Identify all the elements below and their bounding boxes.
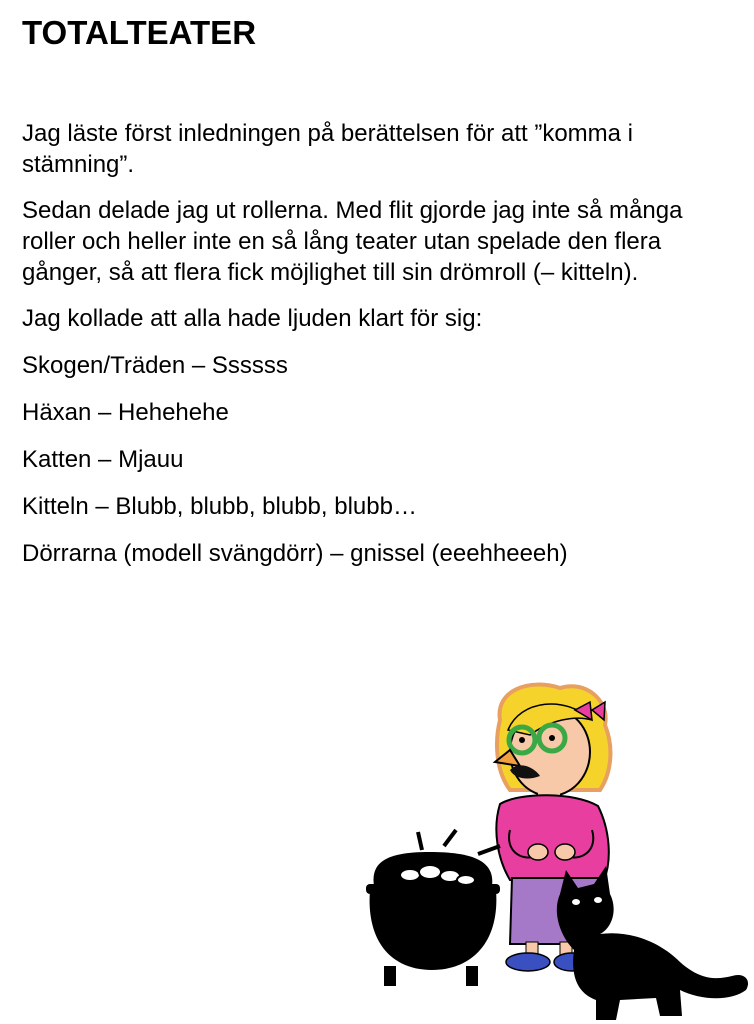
cat-icon bbox=[557, 866, 748, 1020]
cauldron-icon bbox=[366, 830, 500, 986]
sound-item-cauldron: Kitteln – Blubb, blubb, blubb, blubb… bbox=[22, 493, 417, 520]
sound-item-witch: Häxan – Hehehehe bbox=[22, 399, 229, 426]
paragraph-sounds-intro: Jag kollade att alla hade ljuden klart för sig: bbox=[22, 305, 483, 332]
page-title: TOTALTEATER bbox=[22, 14, 257, 51]
sound-item-doors: Dörrarna (modell svängdörr) – gnissel (eeehheeeh) bbox=[22, 540, 568, 567]
paragraph-roles: Sedan delade jag ut rollerna. Med flit gjorde jag inte så många roller och heller inte en så lång teater utan spelade den flera gånger, så att flera fick möjlighet till sin drömroll (– kitteln). bbox=[22, 197, 683, 286]
witch-illustration bbox=[360, 680, 754, 1024]
paragraph-intro: Jag läste först inledningen på berättelsen för att ”komma i stämning”. bbox=[22, 120, 633, 178]
body-text bbox=[22, 118, 722, 585]
sound-item-cat: Katten – Mjauu bbox=[22, 446, 184, 473]
sound-item-forest: Skogen/Träden – Ssssss bbox=[22, 352, 288, 379]
